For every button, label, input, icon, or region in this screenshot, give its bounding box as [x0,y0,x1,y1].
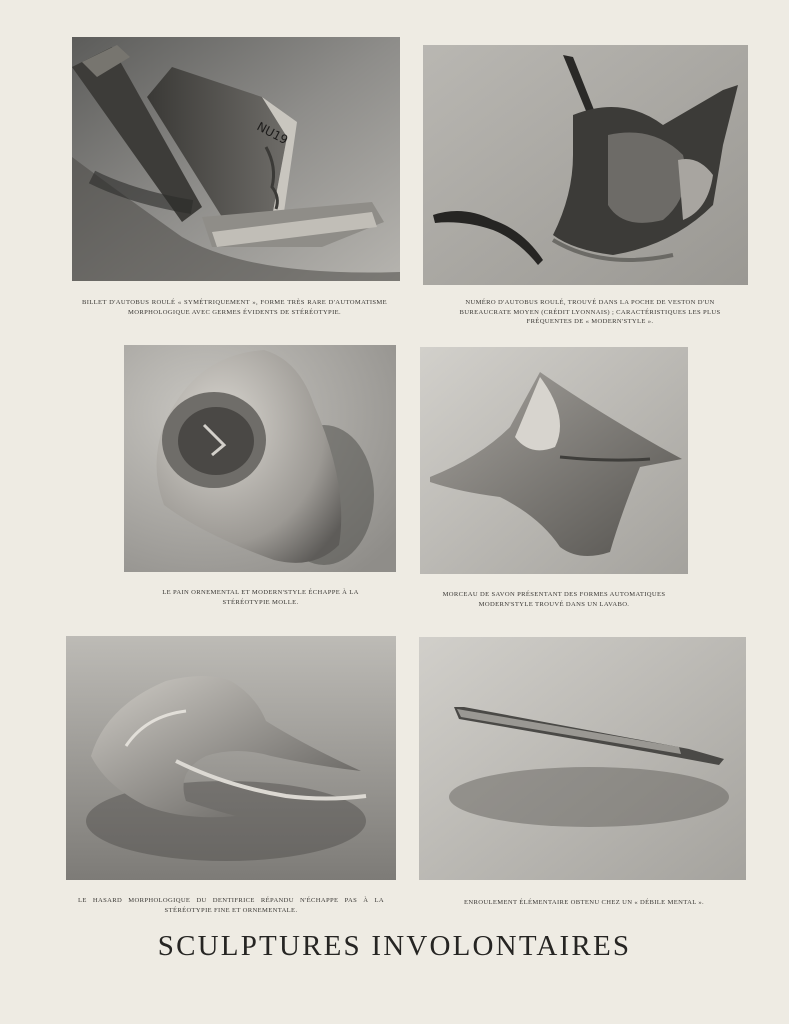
photo-toothpaste [66,636,396,880]
photo-crumpled-ticket-number [423,45,748,285]
page-title: SCULPTURES INVOLONTAIRES [157,930,632,962]
caption-ornamental-bread: LE PAIN ORNEMENTAL ET MODERN'STYLE ÉCHAPPE À LA STÉRÉOTYPIE MOLLE. [162,589,359,606]
photo-ornamental-bread [124,345,396,572]
photo-soap-piece [420,347,688,574]
photo-elementary-rolling [419,637,746,880]
caption-soap-piece: MORCEAU DE SAVON PRÉSENTANT DES FORMES AUTOMATIQUES MODERN'STYLE TROUVÉ DANS UN LAVABO. [442,591,666,608]
caption-elementary-rolling: ENROULEMENT ÉLÉMENTAIRE OBTENU CHEZ UN « DÉBILE MENTAL ». [464,899,704,906]
caption-toothpaste: LE HASARD MORPHOLOGIQUE DU DENTIFRICE RÉPANDU N'ÉCHAPPE PAS À LA STÉRÉOTYPIE FINE ET ORNEMENTALE. [78,897,384,914]
caption-rolled-bus-ticket: BILLET D'AUTOBUS ROULÉ « SYMÉTRIQUEMENT », FORME TRÈS RARE D'AUTOMATISME MORPHOLOGIQUE AVEC GERMES ÉVIDENTS DE STÉRÉOTYPIE. [82,299,387,316]
photo-rolled-bus-ticket [72,37,400,281]
caption-crumpled-ticket-number: NUMÉRO D'AUTOBUS ROULÉ, TROUVÉ DANS LA POCHE DE VESTON D'UN BUREAUCRATE MOYEN (CRÉDIT LYONNAIS) ; CARACTÉRISTIQUES LES PLUS FRÉQUENTES DE « MODERN'STYLE ». [459,299,721,326]
ticket-number-print: NU19 [254,119,291,148]
